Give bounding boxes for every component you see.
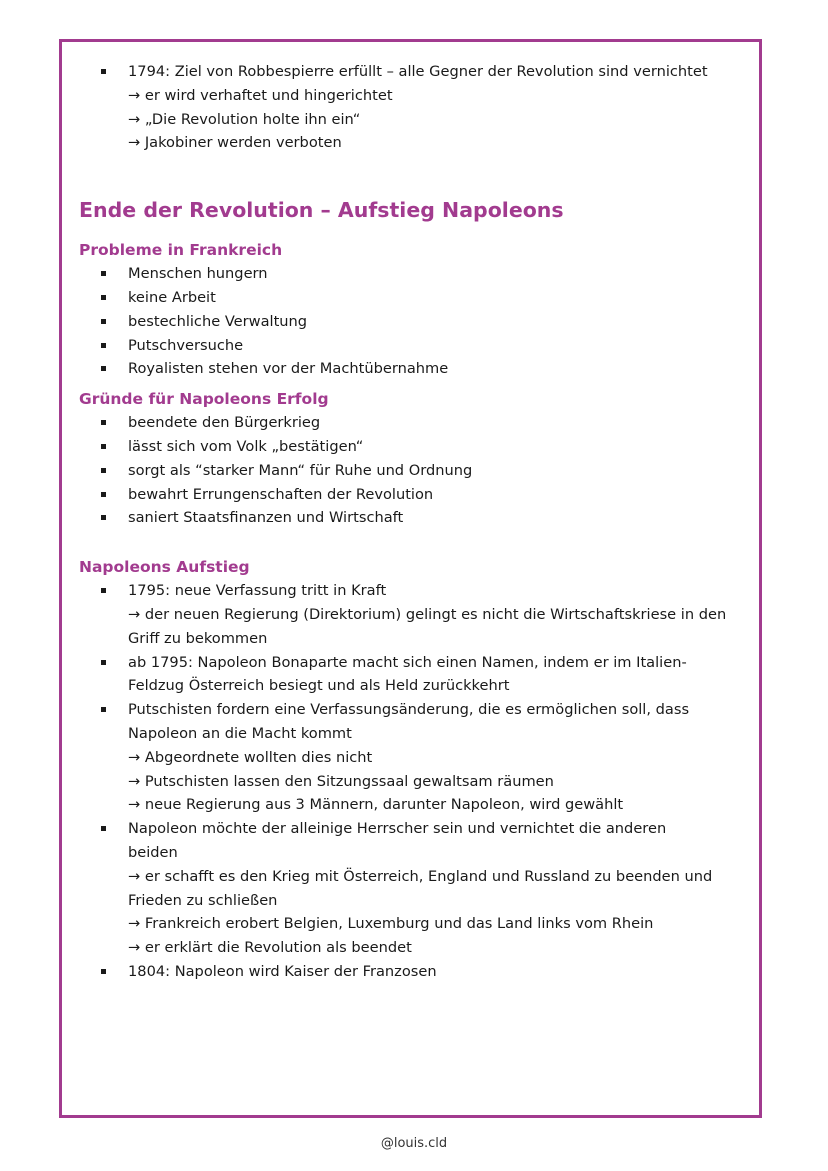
bullet-icon [101, 343, 106, 348]
text-line: sorgt als “starker Mann“ für Ruhe und Ordnung [128, 461, 473, 479]
bullet-icon [101, 420, 106, 425]
text-line: → Abgeordnete wollten dies nicht [128, 748, 373, 766]
text-line: bestechliche Verwaltung [128, 312, 308, 330]
list-item [79, 334, 739, 358]
text-line: → er wird verhaftet und hingerichtet [128, 86, 393, 104]
bullet-icon [101, 444, 106, 449]
bullet-icon [101, 588, 106, 593]
aufstieg-title: Napoleons Aufstieg [79, 558, 250, 577]
list-item [79, 960, 739, 984]
aufstieg-list [79, 579, 739, 984]
text-line: → er erklärt die Revolution als beendet [128, 939, 412, 957]
text-line: 1804: Napoleon wird Kaiser der Franzosen [128, 962, 437, 980]
text-line: Menschen hungern [128, 265, 268, 283]
top-list [79, 60, 739, 155]
list-item [79, 435, 739, 459]
bullet-icon [101, 69, 106, 74]
bullet-icon [101, 707, 106, 712]
text-line: lässt sich vom Volk „bestätigen“ [128, 437, 364, 455]
bullet-icon [101, 319, 106, 324]
text-line: ab 1795: Napoleon Bonaparte macht sich einen Namen, indem er im Italien- [128, 653, 687, 671]
bullet-icon [101, 826, 106, 831]
section-title: Ende der Revolution – Aufstieg Napoleons [79, 198, 564, 223]
text-line: → Frankreich erobert Belgien, Luxemburg und das Land links vom Rhein [128, 915, 654, 933]
text-line: Royalisten stehen vor der Machtübernahme [128, 360, 449, 378]
text-line: saniert Staatsfinanzen und Wirtschaft [128, 509, 404, 527]
list-item [79, 483, 739, 507]
bullet-icon [101, 515, 106, 520]
footer-handle: @louis.cld [380, 1136, 448, 1151]
text-line: bewahrt Errungenschaften der Revolution [128, 485, 434, 503]
list-item [79, 579, 739, 650]
list-item [79, 357, 739, 381]
text-line: keine Arbeit [128, 288, 216, 306]
document-content [79, 60, 739, 984]
list-item [79, 506, 739, 530]
text-line: Putschversuche [128, 336, 244, 354]
text-line: Putschisten fordern eine Verfassungsänderung, die es ermöglichen soll, dass [128, 701, 690, 719]
list-item [79, 262, 739, 286]
bullet-icon [101, 271, 106, 276]
list-item [79, 411, 739, 435]
text-line: → Putschisten lassen den Sitzungssaal gewaltsam räumen [128, 772, 554, 790]
list-item [79, 459, 739, 483]
bullet-icon [101, 660, 106, 665]
text-line: 1795: neue Verfassung tritt in Kraft [128, 582, 387, 600]
bullet-icon [101, 295, 106, 300]
list-item [79, 651, 739, 699]
text-line: → neue Regierung aus 3 Männern, darunter Napoleon, wird gewählt [128, 796, 624, 814]
text-line: Frieden zu schließen [128, 891, 278, 909]
text-line: Griff zu bekommen [128, 629, 268, 647]
bullet-icon [101, 969, 106, 974]
text-line: → der neuen Regierung (Direktorium) gelingt es nicht die Wirtschaftskriese in den [128, 605, 727, 623]
list-item [79, 817, 739, 960]
text-line: beiden [128, 843, 178, 861]
bullet-icon [101, 366, 106, 371]
gruende-list [79, 411, 739, 530]
bullet-icon [101, 492, 106, 497]
text-line: 1794: Ziel von Robbespierre erfüllt – alle Gegner der Revolution sind vernichtet [128, 63, 708, 80]
text-line: Feldzug Österreich besiegt und als Held zurückkehrt [128, 677, 510, 695]
list-item [79, 60, 739, 155]
list-item [79, 286, 739, 310]
text-line: → er schafft es den Krieg mit Österreich, England und Russland zu beenden und [128, 867, 713, 885]
text-line: → Jakobiner werden verboten [128, 134, 342, 152]
text-line: → „Die Revolution holte ihn ein“ [128, 110, 361, 128]
gruende-title: Gründe für Napoleons Erfolg [79, 390, 329, 409]
list-item [79, 310, 739, 334]
bullet-icon [101, 468, 106, 473]
probleme-title: Probleme in Frankreich [79, 241, 283, 260]
probleme-list [79, 262, 739, 381]
list-item [79, 698, 739, 817]
text-line: beendete den Bürgerkrieg [128, 414, 321, 432]
text-line: Napoleon möchte der alleinige Herrscher sein und vernichtet die anderen [128, 820, 667, 838]
text-line: Napoleon an die Macht kommt [128, 724, 352, 742]
